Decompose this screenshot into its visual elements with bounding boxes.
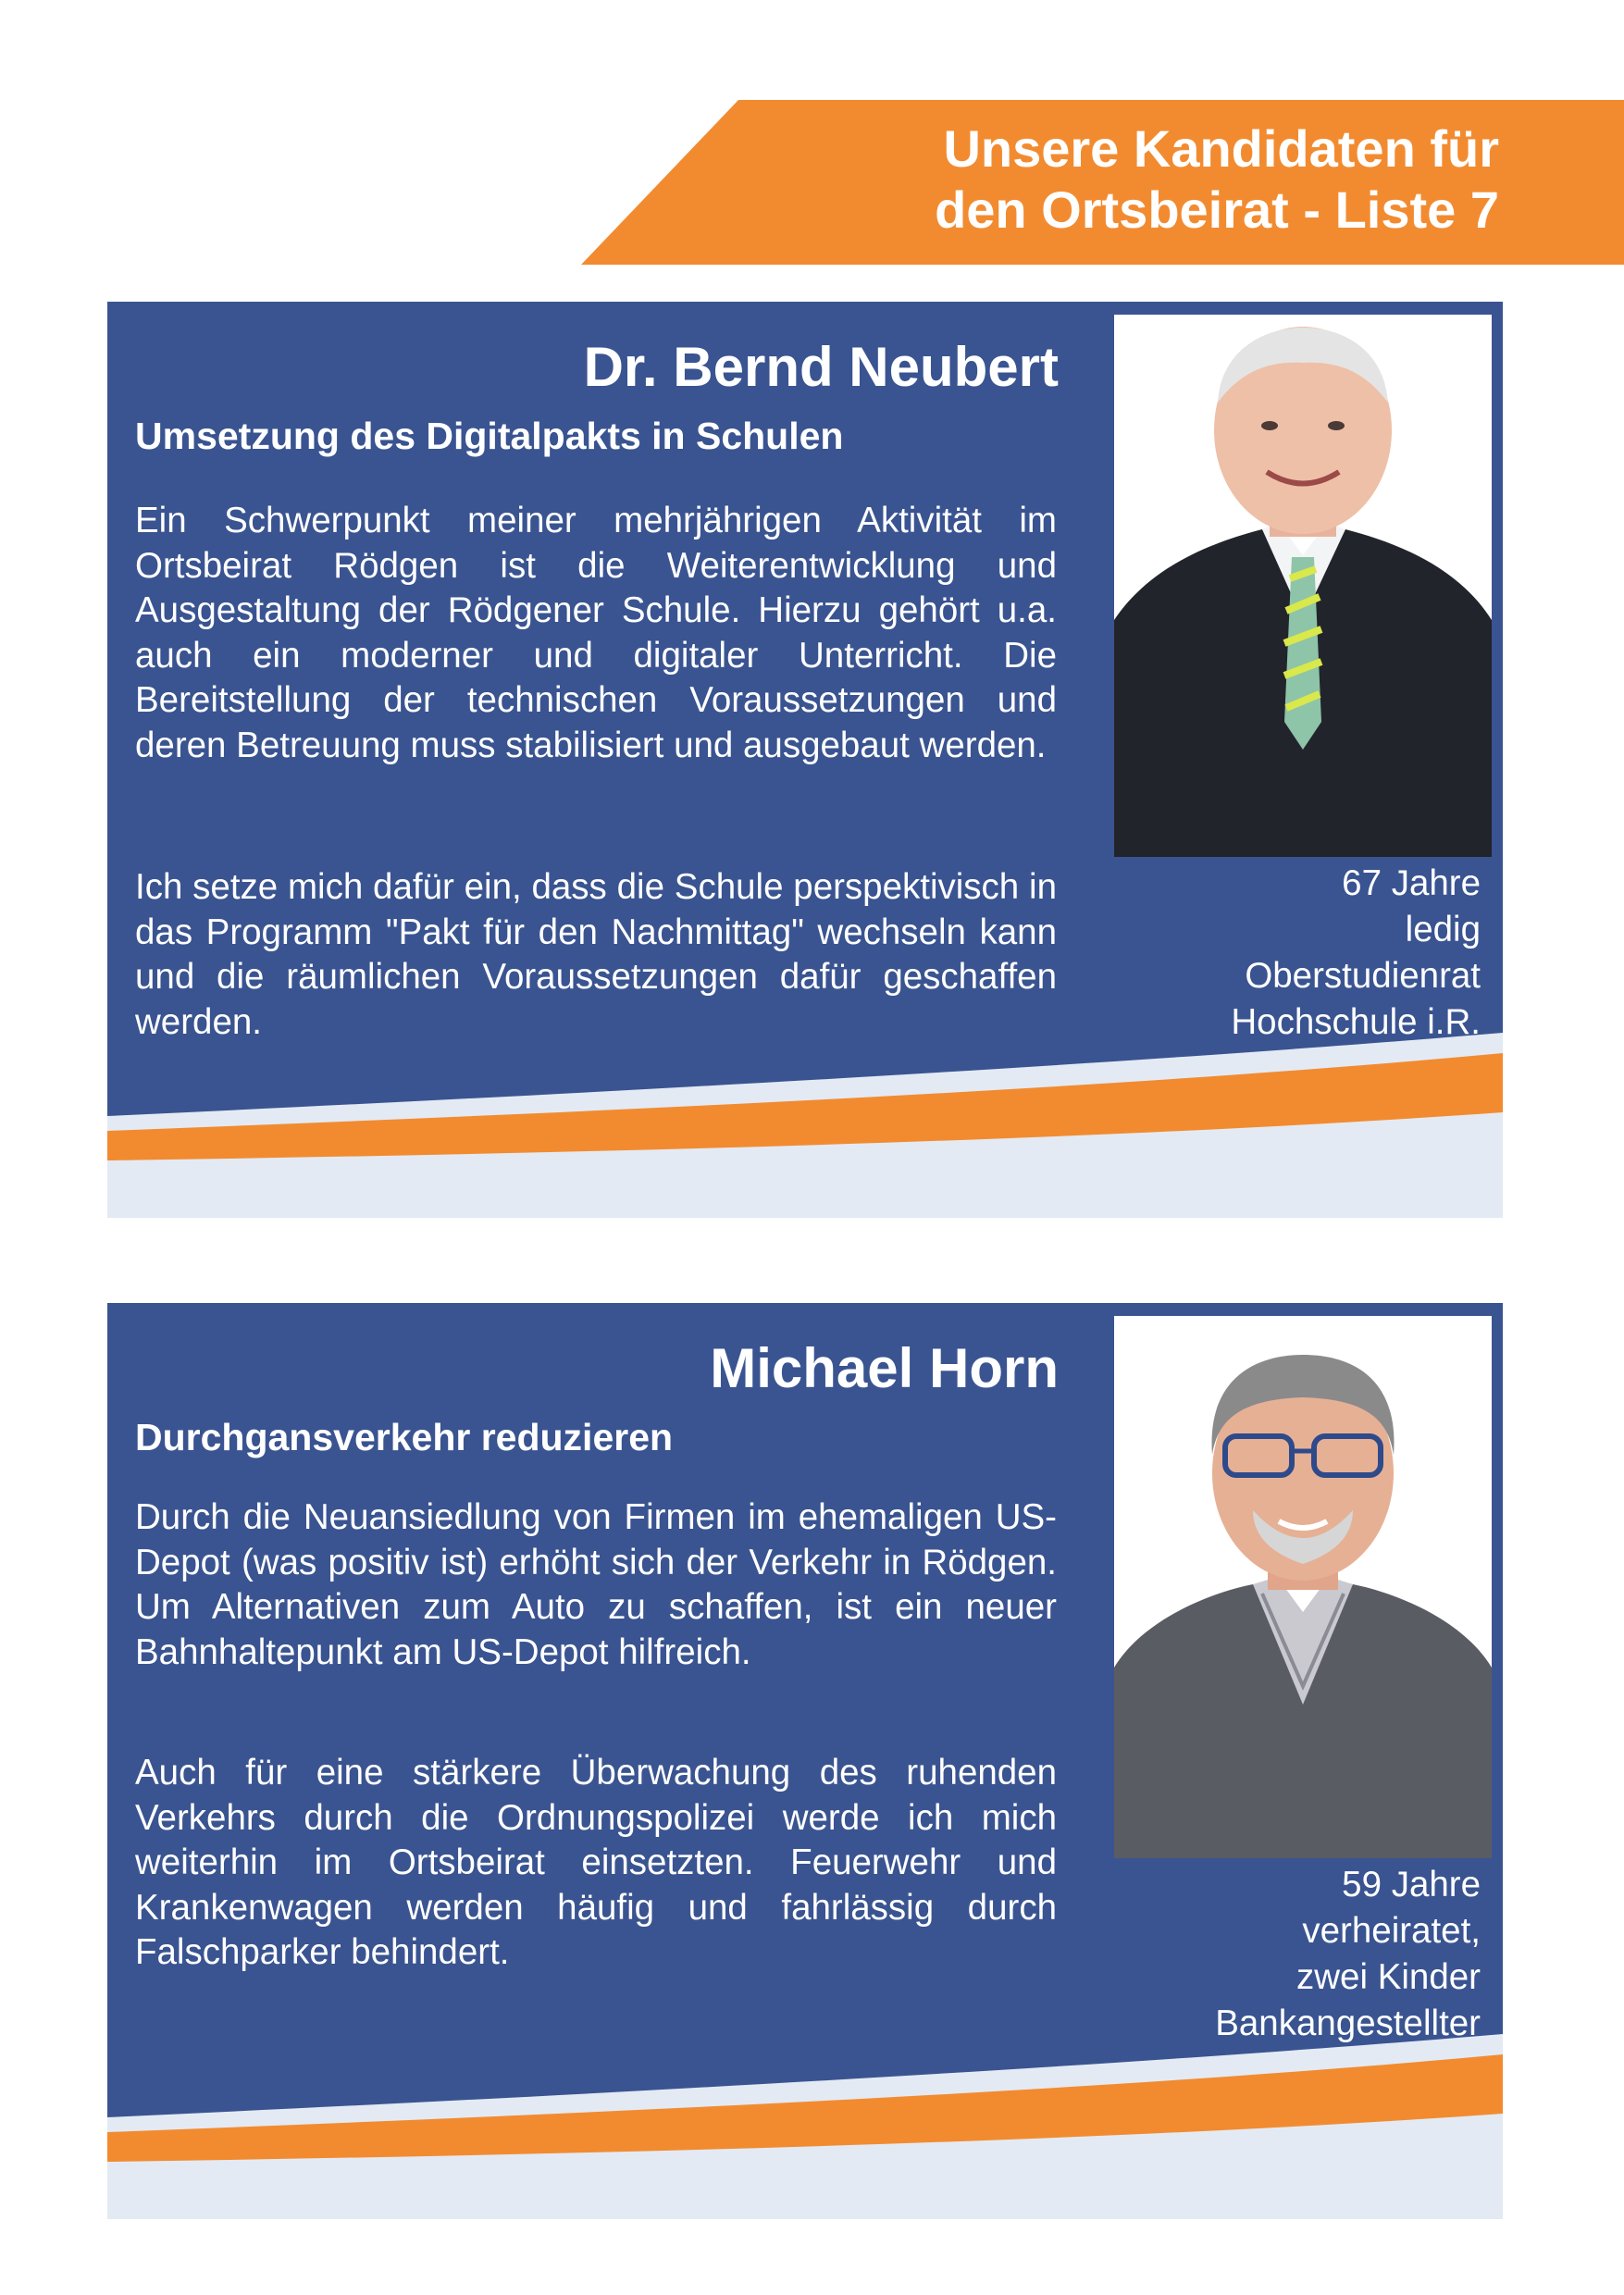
candidate-paragraph-1: Durch die Neuansiedlung von Firmen im ehemaligen US-Depot (was positiv ist) erhöht sich der Verkehr in Rödgen. Um Alternativen zum Auto zu schaffen, ist ein neuer Bahnhaltepunkt am US-Depot hilfreich.: [135, 1497, 1057, 1672]
candidate-paragraph-2: Ich setze mich dafür ein, dass die Schule perspektivisch in das Programm "Pakt für den Nachmittag" wechseln kann und die räumlichen Voraussetzungen dafür geschaffen werden.: [135, 867, 1057, 1042]
candidate-profession-detail: Hochschule i.R.: [1231, 1002, 1481, 1042]
candidate-photo: [1114, 315, 1492, 857]
candidate-profession: Bankangestellter: [1215, 2003, 1481, 2043]
candidate-topic: Umsetzung des Digitalpakts in Schulen: [135, 415, 844, 457]
candidate-paragraph-1: Ein Schwerpunkt meiner mehrjährigen Aktivität im Ortsbeirat Rödgen ist die Weiterentwicklung und Ausgestaltung der Rödgener Schule. Hierzu gehört u.a. auch ein moderner und digitaler Unterricht. Die Bereitstellung der technischen Voraussetzungen und deren Betreuung muss stabilisiert und ausgebaut werden.: [135, 501, 1057, 765]
candidate-topic: Durchgansverkehr reduzieren: [135, 1416, 674, 1458]
candidate-facts: [1231, 861, 1481, 1046]
banner-title-line1: Unsere Kandidaten für: [943, 119, 1499, 178]
banner-title: [935, 118, 1499, 241]
candidate-name: Michael Horn: [710, 1337, 1059, 1399]
candidate-photo: [1114, 1316, 1492, 1858]
candidate-status: verheiratet,: [1302, 1911, 1481, 1951]
candidate-family: zwei Kinder: [1295, 1957, 1481, 1997]
header-banner: [581, 100, 1624, 265]
banner-title-line2: den Ortsbeirat - Liste 7: [935, 180, 1499, 239]
candidate-age: 67 Jahre: [1342, 863, 1481, 903]
candidate-profession: Oberstudienrat: [1245, 956, 1481, 996]
candidate-status: ledig: [1405, 910, 1481, 949]
candidate-card-horn: [107, 1303, 1503, 2219]
candidate-card-neubert: [107, 302, 1503, 1218]
candidate-name: Dr. Bernd Neubert: [583, 336, 1059, 398]
candidate-paragraph-2: Auch für eine stärkere Überwachung des ruhenden Verkehrs durch die Ordnungspolizei werde ich mich weiterhin im Ortsbeirat einsetzten. Feuerwehr und Krankenwagen werden häufig und fahrlässig durch Falschparker behindert.: [135, 1753, 1057, 1972]
candidate-facts: [1215, 1862, 1481, 2047]
candidate-age: 59 Jahre: [1342, 1865, 1481, 1904]
